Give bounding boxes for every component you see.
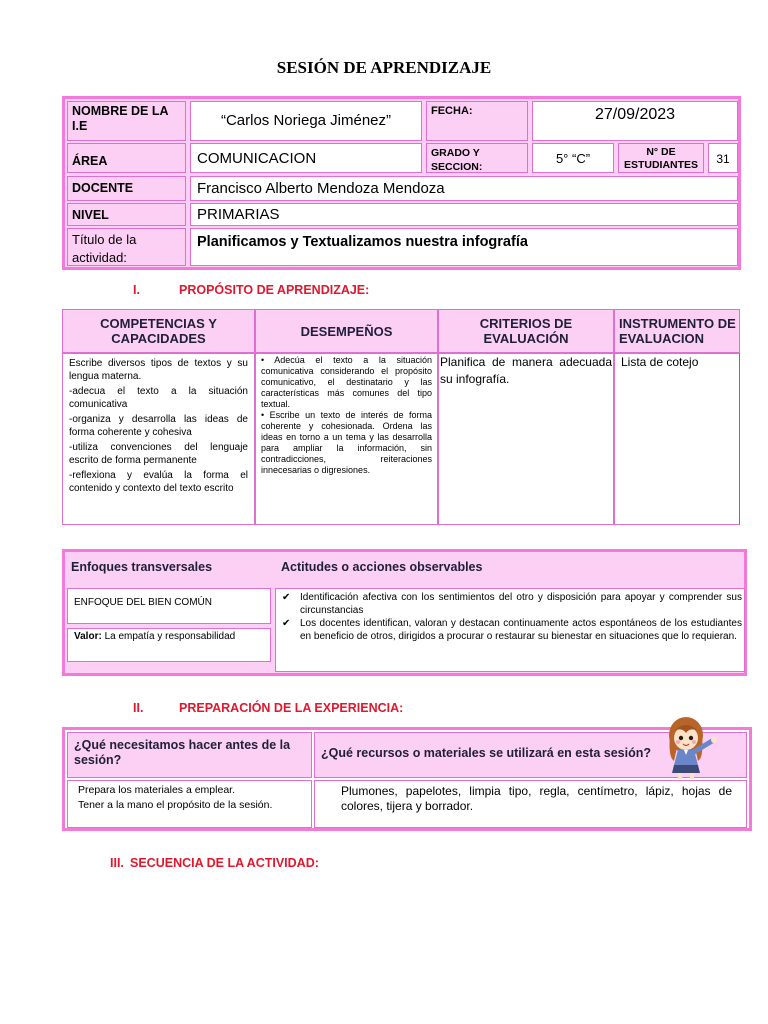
section2-title: PREPARACIÓN DE LA EXPERIENCIA: [179,701,404,715]
grado-value: 5° “C” [532,143,614,173]
area-label: ÁREA [67,143,186,173]
enfoques-header-right: Actitudes o acciones observables [281,560,483,574]
header-desempenos: DESEMPEÑOS [255,309,438,353]
estudiantes-value: 31 [708,143,738,173]
criterios-cell: Planifica de manera adecuada su infografía. [438,353,614,525]
competencias-cell [62,353,255,525]
nombre-value-text: “Carlos Noriega Jiménez” [220,112,392,129]
fecha-label: FECHA: [426,101,528,141]
header-instrumento: INSTRUMENTO DE EVALUACION [614,309,740,353]
page-title: SESIÓN DE APRENDIZAJE [276,58,492,77]
enfoques-header-left: Enfoques transversales [71,560,213,574]
competencia-item: -utiliza convenciones del lenguaje escrito de forma permanente [69,442,248,466]
info-table [62,96,741,270]
header-criterios: CRITERIOS DE EVALUACIÓN [438,309,614,353]
nivel-label: NIVEL [67,203,186,226]
area-value: COMUNICACION [190,143,422,173]
desempenos-cell [255,353,438,525]
antes-item: Tener a la mano el propósito de la sesión. [78,799,273,811]
accion-text: Identificación afectiva con los sentimientos del otro y disposición para apoyar y comprender sus circunstancias [300,592,742,616]
grado-label: GRADO Y SECCION: [426,143,528,173]
section1-title: PROPÓSITO DE APRENDIZAJE: [179,283,370,297]
header-competencias: COMPETENCIAS Y CAPACIDADES [62,309,255,353]
estudiantes-label: N° DE ESTUDIANTES [618,143,704,173]
nombre-label: NOMBRE DE LA I.E [67,101,186,141]
competencia-item: -reflexiona y evalúa la forma el contenido y contexto del texto escrito [69,470,248,494]
competencia-item: Escribe diversos tipos de textos y su lengua materna. [69,358,248,382]
section2-number: II. [133,701,144,715]
antes-item: Prepara los materiales a emplear. [78,784,235,796]
titulo-label: Título de la actividad: [67,228,186,266]
girl-illustration [660,713,724,781]
purpose-table [62,309,740,525]
valor-text: La empatía y responsabilidad [104,631,236,642]
accion-text: Los docentes identifican, valoran y destacan continuamente actos espontáneos de los estudiantes en beneficio de otros, dirigidos a procurar o restaurar su bienestar en situaciones que lo requieran. [300,618,742,642]
titulo-value: Planificamos y Textualizamos nuestra infografía [190,228,738,266]
section3-number: III. [110,856,124,870]
desempeno-item: • Escribe un texto de interés de forma coherente y cohesionada. Ordena las ideas en torno a un tema y las desarrolla para ampliar la información, sin contradicciones, reiteraciones innecesarias o digresiones. [261,410,432,475]
prep-antes-cell [67,780,312,828]
nombre-value [190,101,422,141]
docente-label: DOCENTE [67,176,186,201]
accion-item [278,617,742,643]
valor-label: Valor: [74,631,102,642]
instrumento-cell: Lista de cotejo [614,353,740,525]
desempeno-item: • Adecúa el texto a la situación comunicativa considerando el propósito comunicativo, el destinatario y las características más comunes del tipo textual. [261,355,432,409]
accion-item [278,591,742,617]
fecha-value: 27/09/2023 [532,101,738,141]
nivel-value: PRIMARIAS [190,203,738,226]
prep-header-left: ¿Qué necesitamos hacer antes de la sesión? [67,732,312,778]
section3-title: SECUENCIA DE LA ACTIVIDAD: [130,856,319,870]
docente-value: Francisco Alberto Mendoza Mendoza [190,176,738,201]
valor-cell [67,628,271,662]
enfoques-table [62,549,747,676]
competencia-item: -adecua el texto a la situación comunicativa [69,386,248,410]
prep-recursos-cell: Plumones, papelotes, limpia tipo, regla, centímetro, lápiz, hojas de colores, tijera y borrador. [314,780,747,828]
prep-header-right: ¿Qué recursos o materiales se utilizará en esta sesión? [314,732,747,778]
section1-number: I. [133,283,140,297]
acciones-cell [275,588,745,672]
competencia-item: -organiza y desarrolla las ideas de forma coherente y cohesiva [69,414,248,438]
enfoque-cell: ENFOQUE DEL BIEN COMÚN [67,588,271,624]
preparation-table [62,727,752,831]
